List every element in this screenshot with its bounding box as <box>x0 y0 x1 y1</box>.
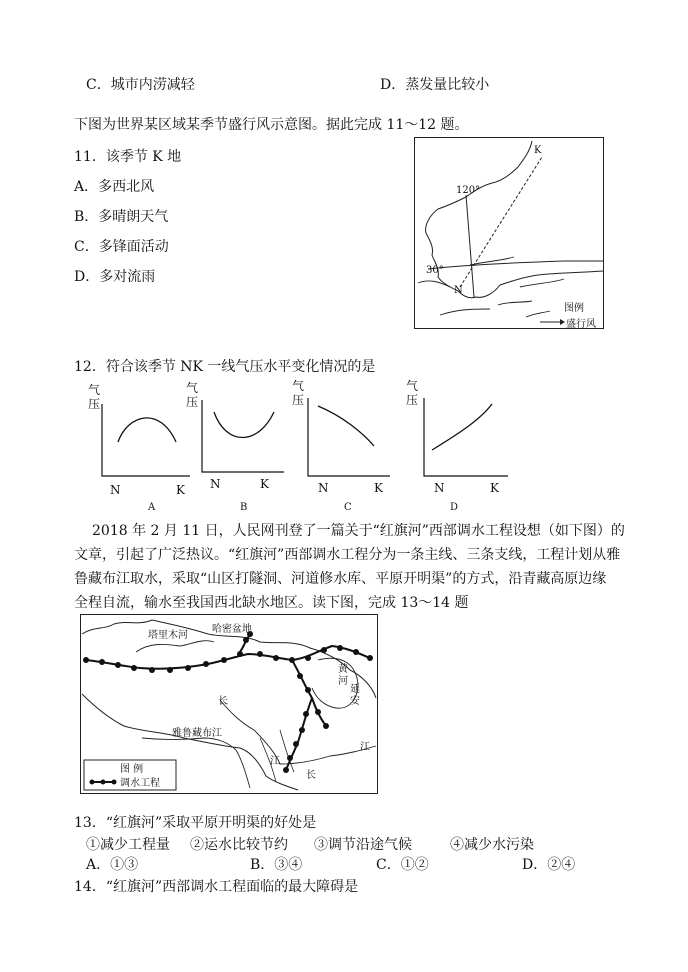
q11-option-c: C．多锋面活动 <box>74 239 169 255</box>
graph-c <box>292 378 390 513</box>
passage-line-1: 2018 年 2 月 11 日，人民网刊登了一篇关于“红旗河”西部调水工程设想（如下图）的 <box>92 523 625 539</box>
graph-b-y-label-1: 气 <box>186 381 199 395</box>
graph-c-y-label-2: 压 <box>292 393 305 407</box>
label-120: 120° <box>456 185 481 196</box>
graph-b-curve <box>214 412 274 438</box>
label-30: 30° <box>426 265 444 276</box>
graph-a-y-label-2: 压 <box>88 397 101 411</box>
q13-stem: 13．“红旗河”采取平原开明渠的好处是 <box>74 815 317 831</box>
graph-b-n: N <box>210 477 221 491</box>
graph-b-y-label-2: 压 <box>186 395 199 409</box>
q13-choice-a: A．①③ <box>86 857 139 873</box>
passage-line-3: 鲁藏布江取水，采取“山区打隧洞、河道修水库、平原开明渠”的方式，沿青藏高原边缘 <box>74 571 607 587</box>
prevailing-wind-map <box>414 137 604 329</box>
label-huanghe-1: 黄 <box>338 664 348 675</box>
q10-option-d: D．蒸发量比较小 <box>380 77 490 93</box>
q10-option-c: C．城市内涝减轻 <box>86 77 195 93</box>
q13-choice-b: B．③④ <box>250 857 303 873</box>
passage-line-4: 全程自流，输水至我国西北缺水地区。读下图，完成 13～14 题 <box>74 595 469 611</box>
label-chang-2: 长 <box>306 770 316 781</box>
graph-d-axes <box>424 398 508 476</box>
label-yanan-2: 安 <box>350 696 360 707</box>
pressure-graphs <box>80 376 530 516</box>
graph-d-curve <box>432 404 492 450</box>
graph-d-letter: D <box>450 502 459 513</box>
label-jiang-2: 江 <box>360 742 370 753</box>
graph-c-letter: C <box>344 502 352 513</box>
graph-d <box>406 378 508 513</box>
legend-item: 盛行风 <box>566 319 596 329</box>
graph-c-n: N <box>318 481 329 495</box>
q13-item-3: ③调节沿途气候 <box>314 837 412 853</box>
graph-b-letter: B <box>240 502 248 513</box>
graph-c-y-label-1: 气 <box>292 379 305 393</box>
graph-b-k: K <box>260 477 269 491</box>
q14-stem: 14．“红旗河”西部调水工程面临的最大障碍是 <box>74 879 359 895</box>
map2-legend-item: 调水工程 <box>120 778 160 789</box>
q13-item-2: ②运水比较节约 <box>190 837 288 853</box>
graph-a <box>88 382 190 513</box>
q11-option-d: D．多对流雨 <box>74 269 156 285</box>
graph-d-k: K <box>490 481 499 495</box>
label-n: N <box>454 285 463 296</box>
label-tarim: 塔里木河 <box>148 630 188 641</box>
graph-c-curve <box>318 406 374 446</box>
graph-c-k: K <box>374 481 383 495</box>
graph-b-axes <box>202 400 284 472</box>
graph-c-axes <box>308 398 390 476</box>
q13-choice-c: C．①② <box>376 857 429 873</box>
label-yarlung: 雅鲁藏布江 <box>172 728 222 739</box>
map2-legend-title: 图 例 <box>120 764 144 775</box>
graph-a-n: N <box>110 483 121 497</box>
graph-d-n: N <box>434 481 445 495</box>
graph-b <box>186 380 284 513</box>
q11-option-a: A．多西北风 <box>74 179 155 195</box>
map1-frame <box>415 138 604 329</box>
graph-a-curve <box>118 418 176 442</box>
q13-item-1: ①减少工程量 <box>86 837 170 853</box>
graph-a-y-label-1: 气 <box>88 383 101 397</box>
label-jiang-1: 江 <box>270 756 280 767</box>
q11-stem: 11．该季节 K 地 <box>74 149 182 165</box>
graph-a-axes <box>102 404 190 476</box>
q13-choice-d: D．②④ <box>522 857 576 873</box>
legend-title: 图例 <box>564 303 584 314</box>
label-yanan-1: 延 <box>350 684 360 695</box>
label-k: K <box>534 145 542 156</box>
label-chang-1: 长 <box>218 696 228 707</box>
graph-d-y-label-2: 压 <box>406 393 419 407</box>
q11-option-b: B．多晴朗天气 <box>74 209 169 225</box>
passage-line-2: 文章，引起了广泛热议。“红旗河”西部调水工程分为一条主线、三条支线，工程计划从雅 <box>74 547 621 563</box>
water-diversion-map <box>80 614 378 794</box>
label-huanghe-2: 河 <box>338 676 348 687</box>
q12-stem: 12．符合该季节 NK 一线气压水平变化情况的是 <box>74 359 376 375</box>
graph-a-k: K <box>176 483 185 497</box>
intro-11-12: 下图为世界某区域某季节盛行风示意图。据此完成 11～12 题。 <box>74 117 469 133</box>
graph-d-y-label-1: 气 <box>406 379 419 393</box>
graph-a-letter: A <box>148 502 156 513</box>
label-hami: 哈密盆地 <box>212 624 252 635</box>
q13-item-4: ④减少水污染 <box>450 837 534 853</box>
